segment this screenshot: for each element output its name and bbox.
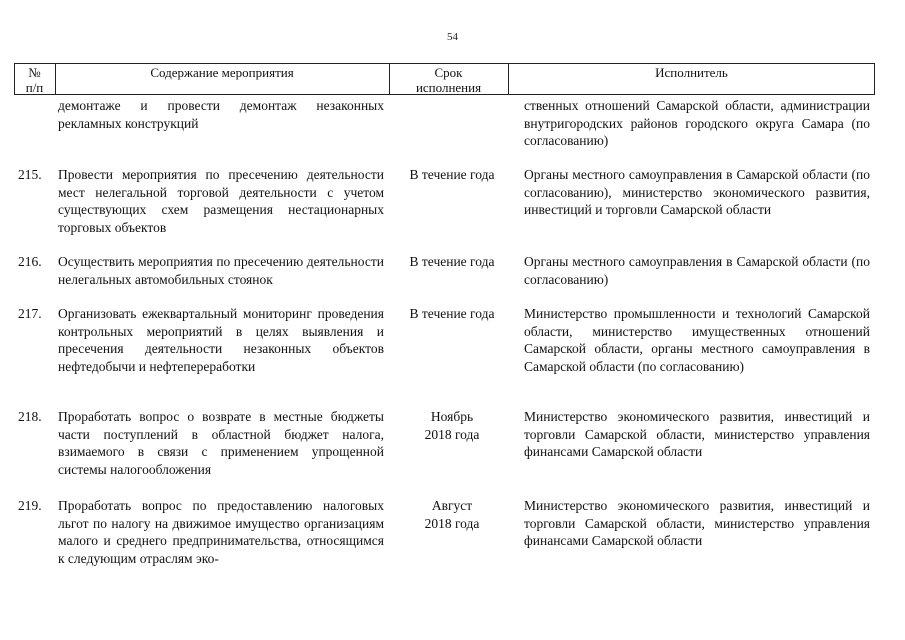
page-number: 54 — [447, 31, 458, 43]
row-executor: Министерство промышленности и технологий Самарской области, министерство имущественных отношений Самарской области, органы местного самоуправления в Самарской области (по согласованию) — [524, 306, 870, 374]
row-content: Организовать ежеквартальный мониторинг проведения контрольных мероприятий в целях выявления и пресечения деятельности незаконных объектов нефтедобычи и нефтепереработки — [58, 306, 384, 374]
row-term: В течение года — [409, 167, 495, 182]
row-number: 218. — [18, 409, 42, 424]
row-term: Август 2018 года — [424, 498, 480, 531]
row-content: Осуществить мероприятия по пресечению деятельности нелегальных автомобильных стоянок — [58, 254, 384, 287]
row-executor: Органы местного самоуправления в Самарской области (по согласованию), министерство экономического развития, инвестиций и торговли Самарской области — [524, 167, 870, 217]
row-number: 217. — [18, 306, 42, 321]
row-executor: Министерство экономического развития, инвестиций и торговли Самарской области, министерство управления финансами Самарской области — [524, 409, 870, 459]
row-term: В течение года — [409, 306, 495, 321]
row-executor: Министерство экономического развития, инвестиций и торговли Самарской области, министерство управления финансами Самарской области — [524, 498, 870, 548]
header-term: Срок исполнения — [415, 65, 482, 95]
row-executor: ственных отношений Самарской области, администрации внутригородских районов городского округа Самара (по согласованию) — [524, 98, 870, 148]
header-num: № п/п — [25, 65, 44, 95]
row-number: 219. — [18, 498, 42, 513]
row-term: В течение года — [409, 254, 495, 269]
row-content: Проработать вопрос о возврате в местные бюджеты части поступлений в областной бюджет налога, взимаемого в связи с применением упрощенной системы налогообложения — [58, 409, 384, 477]
header-executor: Исполнитель — [655, 65, 728, 80]
row-term: Ноябрь 2018 года — [424, 409, 480, 442]
row-number: 215. — [18, 167, 42, 182]
row-executor: Органы местного самоуправления в Самарской области (по согласованию) — [524, 254, 870, 287]
row-content: демонтаже и провести демонтаж незаконных рекламных конструкций — [58, 98, 384, 131]
row-content: Проработать вопрос по предоставлению налоговых льгот по налогу на движимое имущество организациям малого и среднего предпринимательства, относящимся к следующим отраслям эко- — [58, 498, 384, 566]
header-content: Содержание мероприятия — [150, 65, 294, 80]
row-content: Провести мероприятия по пресечению деятельности мест нелегальной торговой деятельности с учетом существующих схем размещения нестационарных торговых объектов — [58, 167, 384, 235]
row-number: 216. — [18, 254, 42, 269]
